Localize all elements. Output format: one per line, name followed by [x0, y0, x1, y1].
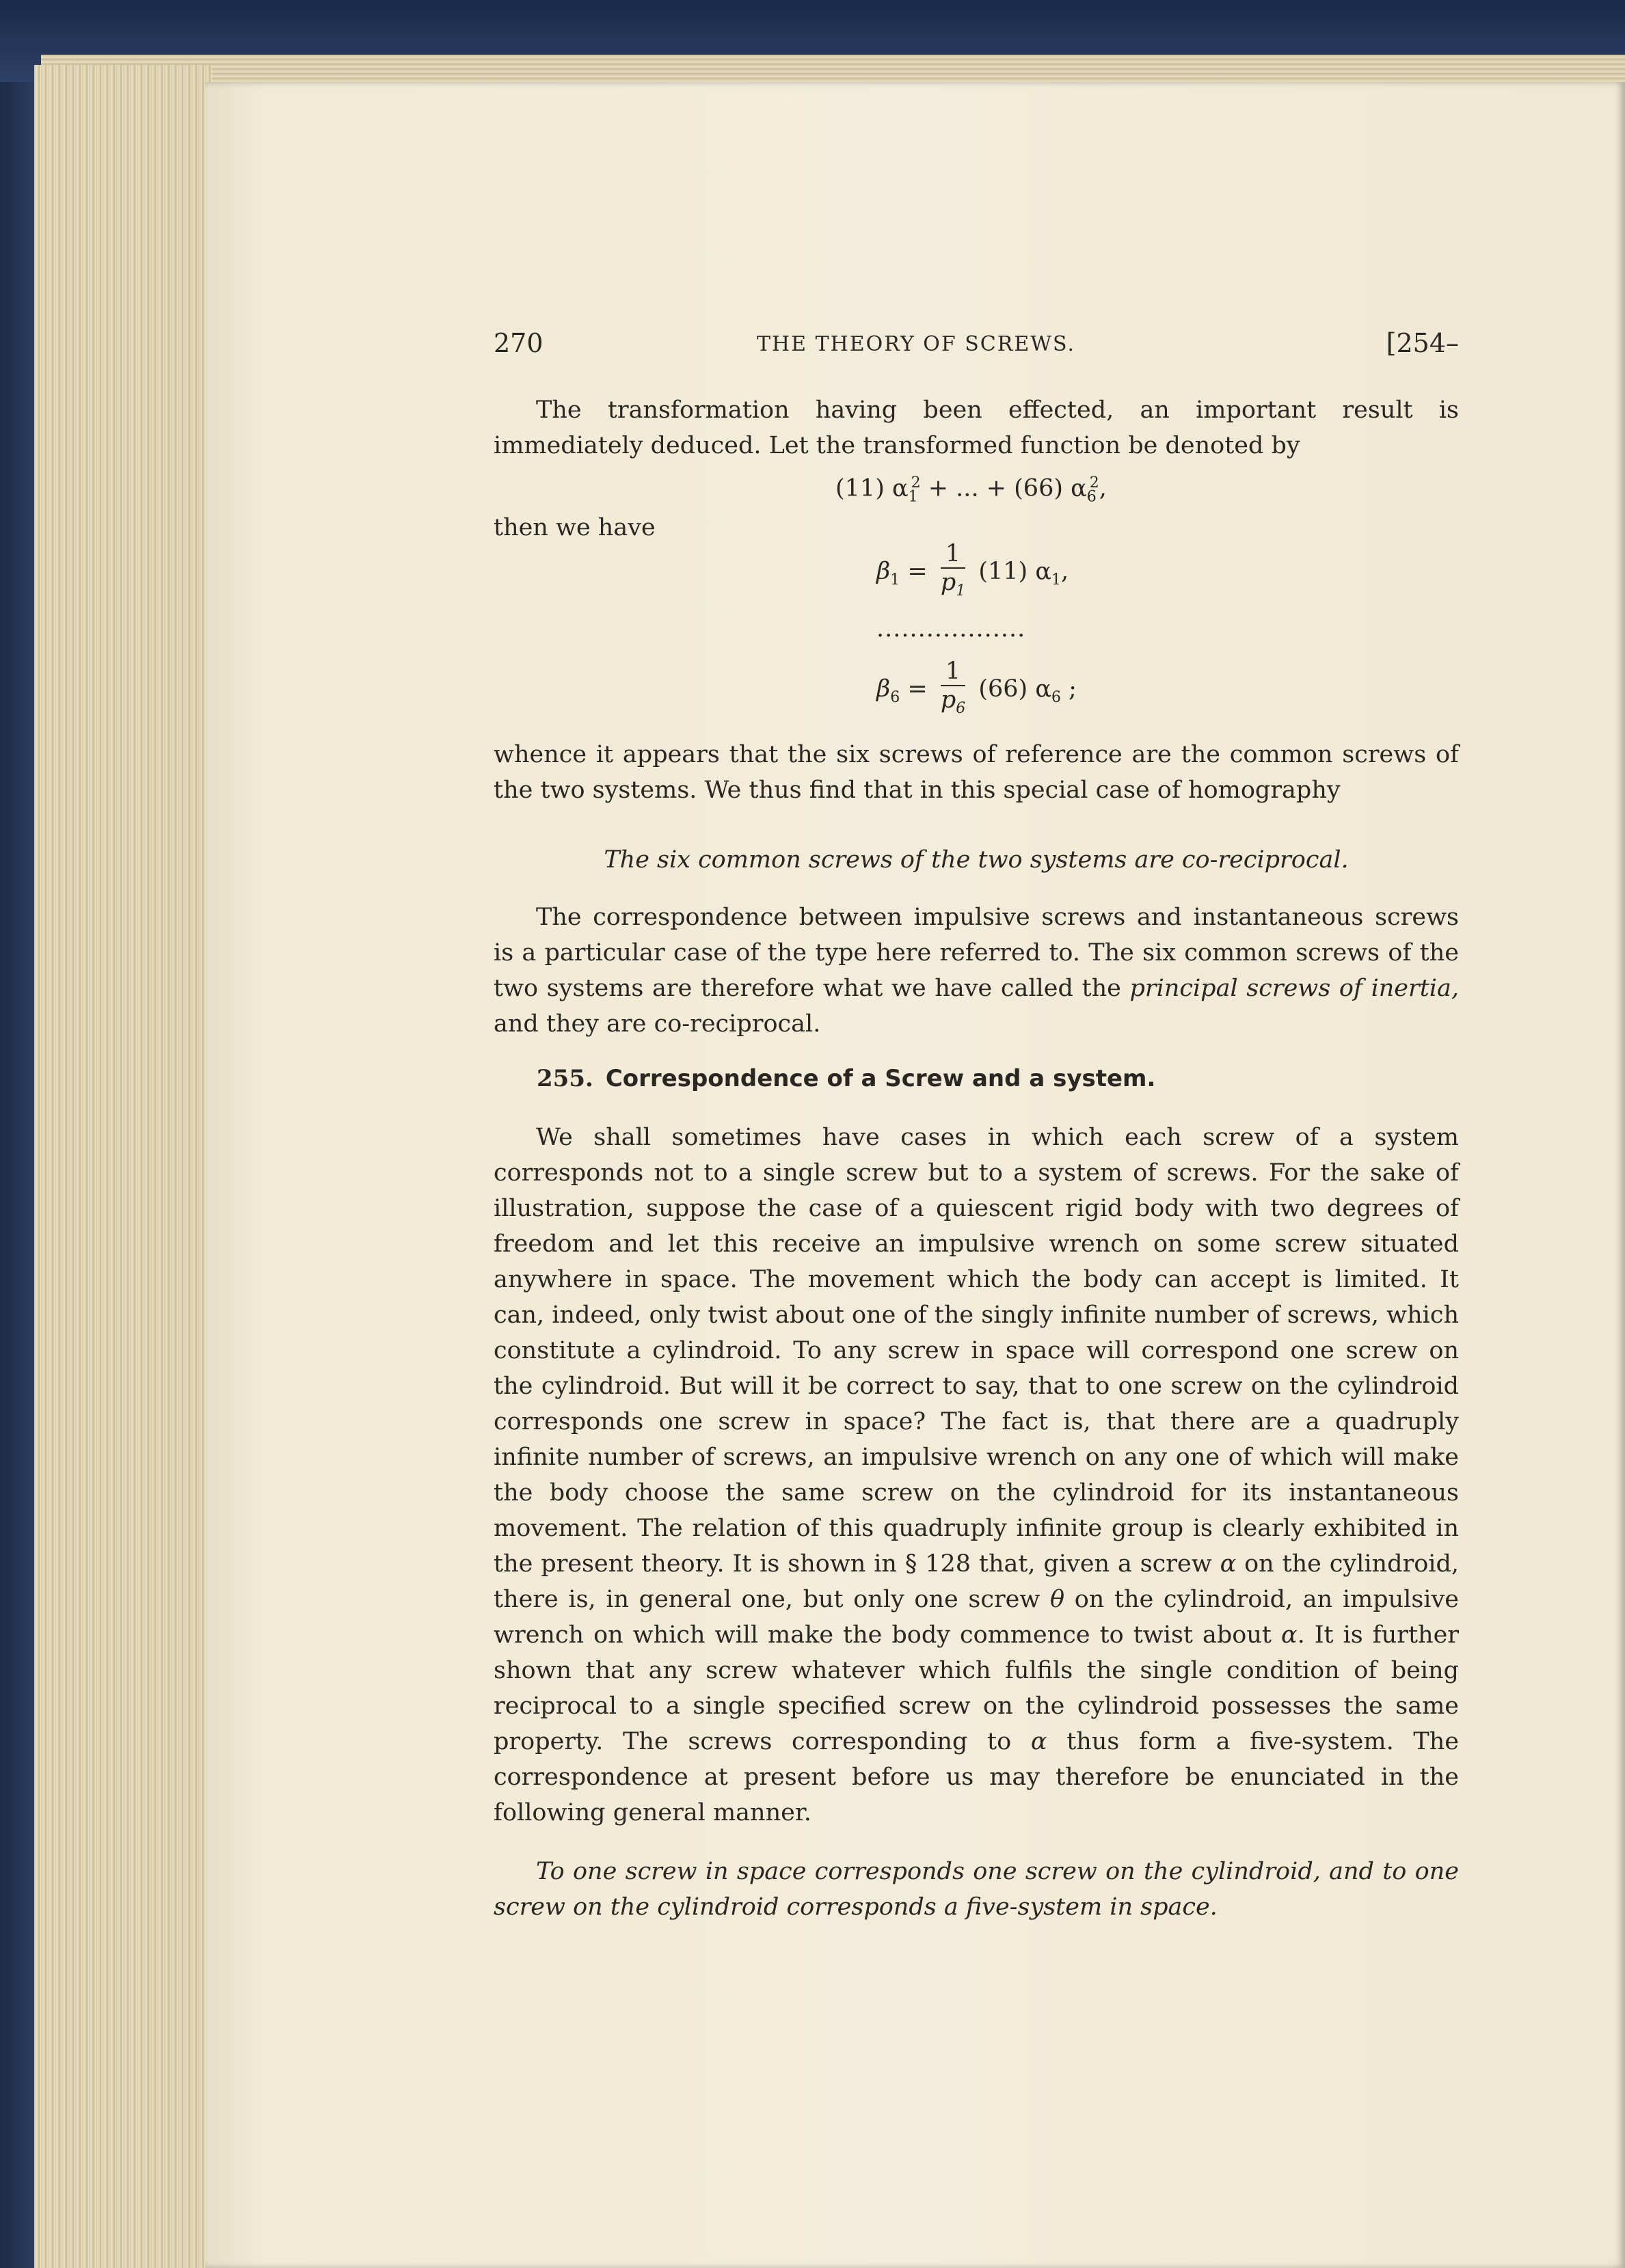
eq-sub: 6: [1051, 689, 1061, 706]
p-symbol: p: [940, 569, 956, 596]
eq-sub: 6: [956, 700, 966, 717]
eq-sub: 1: [956, 582, 966, 599]
equation-beta-1: $\beta_1$ = $\frac{1}{p_1}$ (11) $\alpha_1$,: [876, 540, 1069, 605]
fraction-denominator: [941, 569, 965, 605]
p-symbol: p: [940, 686, 956, 714]
para4-text-a: We shall sometimes have cases in which each screw of a system corresponds not to a single screw but to a system of screws. For the sake of illustration, suppose the case of a quiescent rigid body with two degrees of freedom and let this receive an impulsive wrench on some screw situated anywhere in space. The movement which the body can accept is limited. It can, indeed, only twist about one of the singly infinite number of screws, which constitute a cylindroid. To any screw in space will correspond one screw on the cylindroid. But will it be correct to say, that to one screw on the cylindroid corresponds one screw in space? The fact is, that there are a quadruply infinite number of screws, an impulsive wrench on any one of which will make the body choose the same screw on the cylindroid for its instantaneous movement. The relation of this quadruply infinite group is clearly exhibited in the present theory. It is shown in § 128 that, given a screw: [494, 1124, 1459, 1578]
then-we-have: then we have: [494, 514, 656, 541]
section-heading: [537, 1065, 1155, 1092]
eq-comma: ,: [1060, 558, 1069, 585]
ellipsis-dots: ..................: [876, 615, 1026, 643]
alpha-symbol: α: [1030, 1728, 1047, 1755]
theorem-five-system: To one screw in space corresponds one screw on the cylindroid, and to one screw on the cylindroid corresponds a five-system in space.: [494, 1858, 1459, 1921]
para3-text: The correspondence between impulsive screws and instantaneous screws is a particular case of the type here referred to. The six common screws of the two systems are therefore what we have called the: [494, 904, 1459, 1002]
paragraph-screw-system: [494, 1120, 1459, 1831]
eq-sub: 6: [890, 689, 900, 706]
beta-symbol: β: [876, 558, 891, 585]
eq-rhs: (66) α: [978, 675, 1051, 703]
paragraph-whence: whence it appears that the six screws of reference are the common screws of the two systems. We thus find that in this special case of homography: [494, 741, 1459, 804]
section-number: 255.: [537, 1065, 593, 1092]
para4-text-c: on the cylindroid, an impulsive wrench on which will make the body commence to twist about: [494, 1586, 1459, 1649]
page-edges-left: [34, 65, 212, 2268]
para3-text-end: and they are co-reciprocal.: [494, 1010, 821, 1038]
eq-sub: 1: [1051, 571, 1061, 589]
eq-rhs: (11) α: [978, 558, 1051, 585]
fraction-denominator: [941, 686, 965, 723]
running-title: THE THEORY OF SCREWS.: [757, 332, 1076, 356]
section-title: Correspondence of a Screw and a system.: [605, 1065, 1156, 1092]
section-reference: [254–: [1386, 328, 1459, 358]
equation-transformed-function: [835, 474, 1107, 506]
fraction-numerator: 1: [941, 658, 965, 686]
alpha-symbol: α: [1220, 1550, 1237, 1578]
eq-sub: 6: [1086, 488, 1097, 506]
eq-sup: 2: [1089, 474, 1099, 491]
para4-text-d: . It is further shown that any screw whatever which fulfils the single condition of being reciprocal to a single specified screw on the cylindroid possesses the same property. The screws corresponding to: [494, 1621, 1460, 1755]
running-header: [494, 328, 1459, 369]
paragraph-transformation: The transformation having been effected, an important result is immediately deduced. Let the transformed function be denoted by: [494, 396, 1459, 459]
equation-beta-6: $\beta_6$ = $\frac{1}{p_6}$ (66) $\alpha_6$ ;: [876, 658, 1077, 723]
paragraph-correspondence: [494, 900, 1459, 1042]
eq-sub: 1: [908, 488, 918, 506]
eq-term-2: + ... + (66) α: [920, 474, 1087, 502]
fraction-numerator: 1: [941, 540, 965, 569]
para4-text-e: thus form a five-system. The correspondence at present before us may therefore be enunciated in the following general manner.: [494, 1728, 1459, 1826]
para4-text-b: on the cylindroid, there is, in general one, but only one screw: [494, 1550, 1460, 1613]
beta-symbol: β: [876, 675, 891, 703]
theorem-co-reciprocal: The six common screws of the two systems are co-reciprocal.: [604, 846, 1349, 874]
eq-semicolon: ;: [1060, 675, 1077, 703]
eq-sup: 2: [911, 474, 921, 491]
eq-sub: 1: [890, 571, 900, 589]
page-number: 270: [494, 328, 543, 358]
fraction: [941, 658, 965, 723]
para3-emphasis: principal screws of inertia,: [1129, 975, 1459, 1002]
theta-symbol: θ: [1050, 1586, 1065, 1613]
eq-term-1: (11) α: [835, 474, 909, 502]
fraction: [941, 540, 965, 605]
alpha-symbol: α: [1280, 1621, 1298, 1649]
eq-comma: ,: [1099, 474, 1107, 502]
